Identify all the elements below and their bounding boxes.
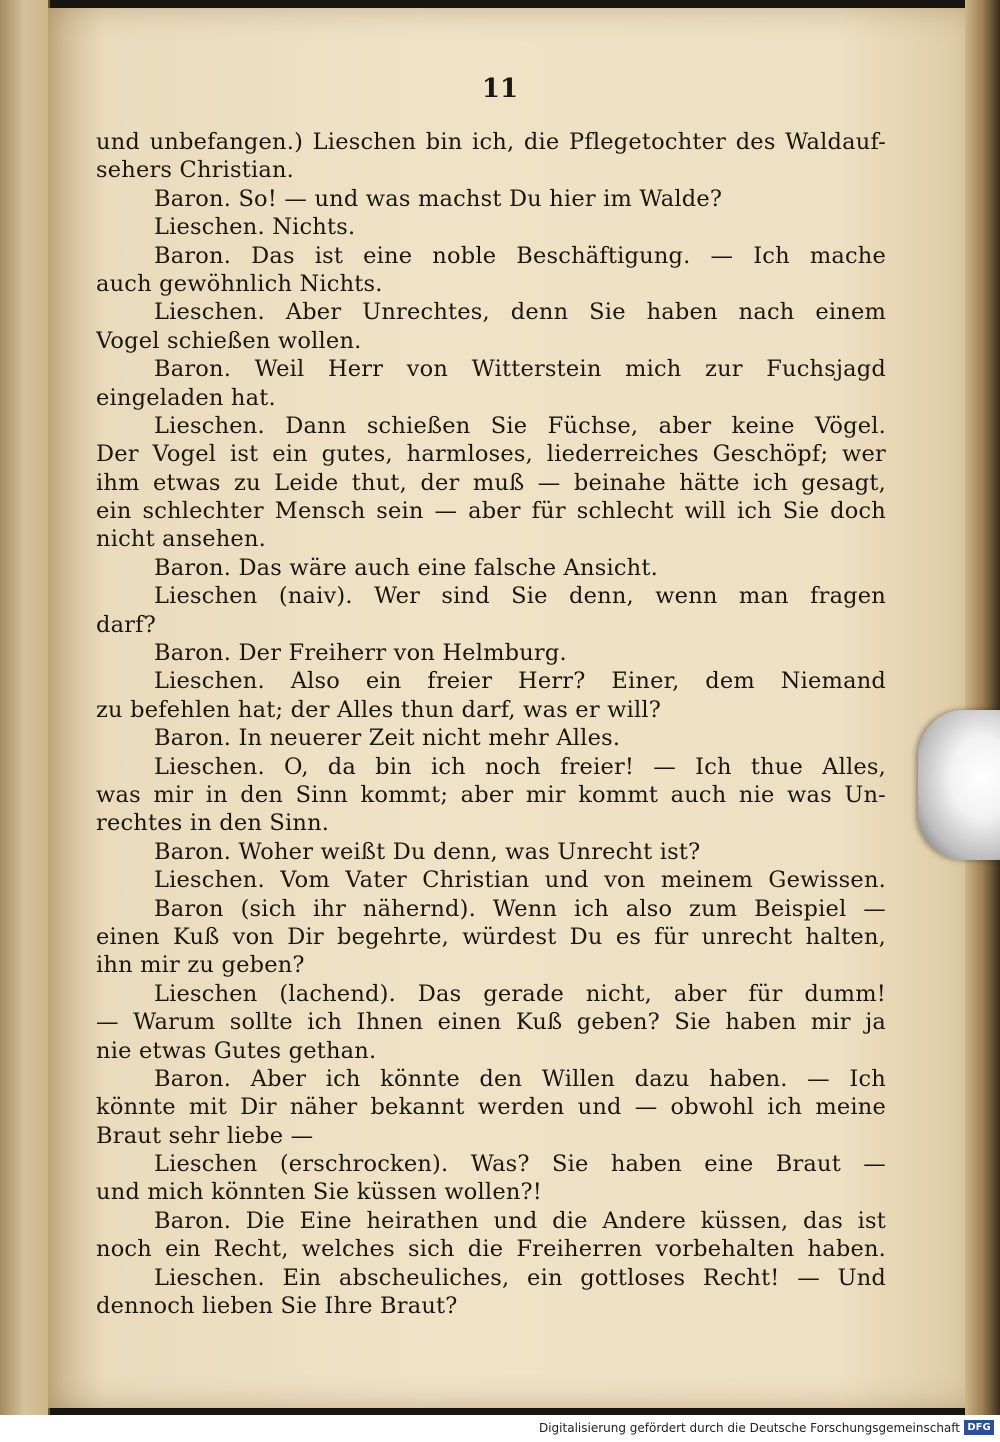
- text-line: dennoch lieben Sie Ihre Braut?: [96, 1293, 458, 1320]
- dfg-logo: DFG: [964, 1420, 994, 1435]
- text-line: Lieschen (naiv). Wer sind Sie denn, wenn man fragen: [154, 583, 886, 610]
- text-line: ihn mir zu geben?: [96, 952, 305, 979]
- text-line: Lieschen. Dann schießen Sie Füchse, aber keine Vögel.: [154, 412, 886, 439]
- page-number: 11: [481, 74, 519, 104]
- text-line: Lieschen. Ein abscheuliches, ein gottloses Recht! — Und: [154, 1264, 886, 1291]
- text-line: darf?: [96, 611, 156, 638]
- text-line: noch ein Recht, welches sich die Freiherren vorbehalten haben.: [96, 1236, 886, 1263]
- text-line: — Warum sollte ich Ihnen einen Kuß geben? Sie haben mir ja: [96, 1009, 886, 1036]
- text-line: sehers Christian.: [96, 157, 295, 184]
- text-line: Lieschen (erschrocken). Was? Sie haben eine Braut —: [154, 1151, 886, 1178]
- text-line: zu befehlen hat; der Alles thun darf, was er will?: [96, 696, 662, 723]
- text-line: Lieschen. Vom Vater Christian und von meinem Gewissen.: [154, 867, 886, 894]
- page-body-text: [96, 128, 886, 1320]
- glass-weight-clip: [918, 710, 1000, 860]
- funding-credit: Digitalisierung gefördert durch die Deutsche Forschungsgemeinschaft: [538, 1421, 960, 1435]
- text-line: Braut sehr liebe —: [96, 1122, 314, 1149]
- text-line: was mir in den Sinn kommt; aber mir kommt auch nie was Un-: [96, 781, 886, 808]
- text-line: ein schlechter Mensch sein — aber für schlecht will ich Sie doch: [96, 498, 886, 525]
- text-line: nie etwas Gutes gethan.: [96, 1037, 377, 1064]
- text-line: und unbefangen.) Lieschen bin ich, die Pflegetochter des Waldauf-: [96, 129, 886, 155]
- left-page-edge: [0, 0, 50, 1415]
- text-line: einen Kuß von Dir begehrte, würdest Du es für unrecht halten,: [96, 923, 886, 950]
- text-line: Vogel schießen wollen.: [96, 327, 362, 354]
- text-line: Baron. Die Eine heirathen und die Andere küssen, das ist: [154, 1207, 886, 1234]
- text-line: Baron. Der Freiherr von Helmburg.: [154, 640, 567, 667]
- text-line: Lieschen. Also ein freier Herr? Einer, dem Niemand: [154, 668, 886, 695]
- text-line: ihm etwas zu Leide thut, der muß — beinahe hätte ich gesagt,: [96, 469, 886, 496]
- text-line: Der Vogel ist ein gutes, harmloses, liederreiches Geschöpf; wer: [96, 441, 886, 468]
- text-line: Baron. Aber ich könnte den Willen dazu haben. — Ich: [154, 1065, 886, 1092]
- text-line: Baron. Das wäre auch eine falsche Ansicht.: [154, 554, 658, 581]
- text-line: Baron (sich ihr nähernd). Wenn ich also zum Beispiel —: [154, 895, 886, 922]
- text-line: Lieschen. O, da bin ich noch freier! — Ich thue Alles,: [154, 753, 886, 780]
- text-line: Lieschen. Aber Unrechtes, denn Sie haben nach einem: [154, 299, 886, 326]
- text-line: auch gewöhnlich Nichts.: [96, 270, 383, 297]
- text-line: rechtes in den Sinn.: [96, 810, 330, 837]
- text-line: Baron. So! — und was machst Du hier im Walde?: [154, 185, 723, 212]
- text-line: und mich könnten Sie küssen wollen?!: [96, 1179, 543, 1206]
- digitization-footer: [0, 1415, 1000, 1442]
- text-line: eingeladen hat.: [96, 384, 276, 411]
- text-line: nicht ansehen.: [96, 526, 266, 553]
- text-line: Baron. In neuerer Zeit nicht mehr Alles.: [154, 725, 621, 752]
- text-line: Baron. Das ist eine noble Beschäftigung. — Ich mache: [154, 242, 886, 269]
- text-line: Baron. Weil Herr von Witterstein mich zur Fuchsjagd: [154, 356, 886, 383]
- text-line: könnte mit Dir näher bekannt werden und — obwohl ich meine: [96, 1094, 886, 1121]
- text-line: Lieschen (lachend). Das gerade nicht, aber für dumm!: [154, 980, 886, 1007]
- text-line: Baron. Woher weißt Du denn, was Unrecht ist?: [154, 838, 701, 865]
- text-line: Lieschen. Nichts.: [154, 214, 356, 241]
